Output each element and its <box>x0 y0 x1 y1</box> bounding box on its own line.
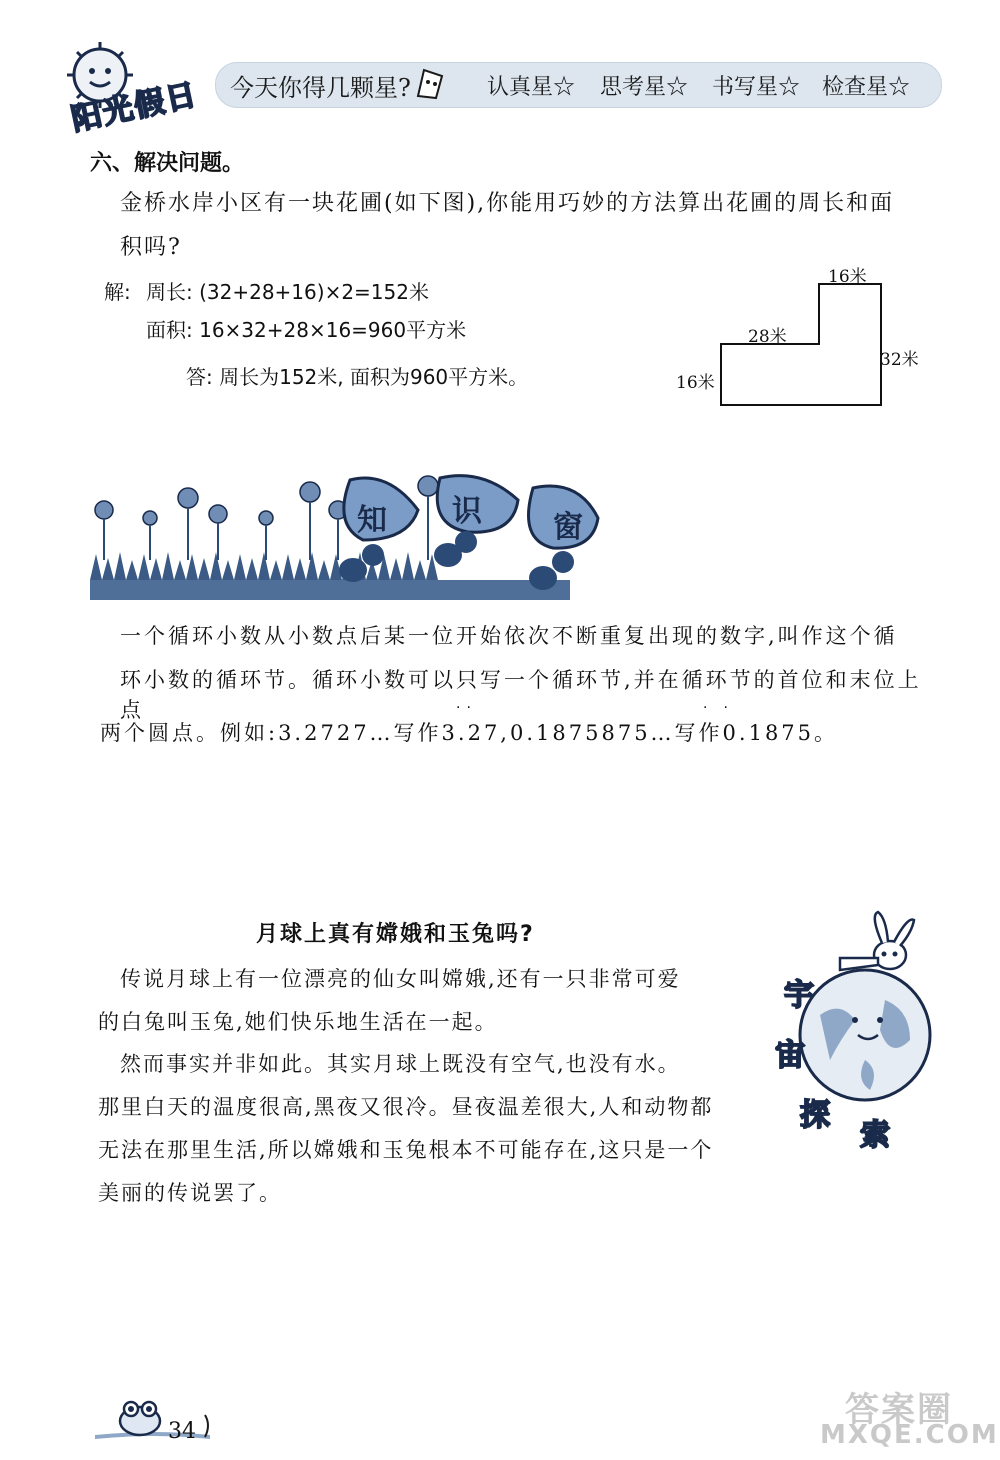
story-paragraph-1 <box>98 958 760 1044</box>
logo-text: 阳光假日 <box>68 76 201 138</box>
knowledge-line-2: 环小数的循环节。循环小数可以只写一个循环节,并在循环节的首位和末位上点 <box>120 668 922 722</box>
pencil-face-icon <box>412 62 448 102</box>
middle-width-label: 28米 <box>748 327 787 347</box>
solution-area: 面积: 16×32+28×16=960平方米 <box>146 318 467 342</box>
story-line-4: 那里白天的温度很高,黑夜又很冷。昼夜温差很大,人和动物都 <box>98 1095 714 1119</box>
badge-char-zhou: 宙 <box>775 1038 805 1073</box>
star-label-3: 书写星☆ <box>712 75 801 100</box>
problem-line-1: 金桥水岸小区有一块花圃(如下图),你能用巧妙的方法算出花圃的周长和面 <box>120 191 895 216</box>
top-width-label: 16米 <box>828 267 867 287</box>
solution-answer: 答: 周长为152米, 面积为960平方米。 <box>186 365 529 389</box>
story-line-5: 无法在那里生活,所以嫦娥和玉兔根本不可能存在,这只是一个 <box>98 1138 714 1162</box>
badge-char-suo: 索 <box>860 1118 890 1153</box>
watermark-url: MXQE.COM <box>820 1420 999 1450</box>
banner-char-chuang: 窗 <box>553 510 583 545</box>
star-label-1: 认真星☆ <box>487 75 576 100</box>
problem-text <box>120 182 940 270</box>
garden-shape-diagram <box>715 282 885 407</box>
section-title: 六、解决问题。 <box>90 151 245 176</box>
banner-char-zhi: 知 <box>357 503 387 538</box>
solution-prefix: 解: <box>104 280 131 304</box>
left-height-label: 16米 <box>676 373 715 393</box>
frog-footer-icon <box>95 1395 215 1445</box>
badge-char-tan: 探 <box>800 1098 830 1133</box>
solution-perimeter: 周长: (32+28+16)×2=152米 <box>146 280 429 304</box>
knowledge-line-1: 一个循环小数从小数点后某一位开始依次不断重复出现的数字,叫作这个循 <box>120 624 898 648</box>
badge-char-yu: 宇 <box>784 978 814 1013</box>
knowledge-line-3: 两个圆点。例如:3.2727…写作3.27,0.1875875…写作0.1875。 <box>100 721 839 745</box>
watermark-logo: 答案圈 <box>845 1390 953 1430</box>
story-line-1: 传说月球上有一位漂亮的仙女叫嫦娥,还有一只非常可爱 <box>120 967 681 991</box>
star-label-4: 检查星☆ <box>822 75 911 100</box>
repeat-dots-2: ·· <box>703 700 744 716</box>
story-paragraph-2 <box>98 1043 760 1215</box>
page-number: 34 <box>168 1419 196 1444</box>
story-line-2: 的白兔叫玉兔,她们快乐地生活在一起。 <box>98 1010 498 1034</box>
story-line-3: 然而事实并非如此。其实月球上既没有空气,也没有水。 <box>120 1052 681 1076</box>
problem-line-2: 积吗? <box>120 235 182 260</box>
story-line-6: 美丽的传说罢了。 <box>98 1181 282 1205</box>
star-label-2: 思考星☆ <box>600 75 689 100</box>
right-height-label: 32米 <box>880 350 919 370</box>
banner-char-shi: 识 <box>452 494 482 529</box>
header-question: 今天你得几颗星? <box>230 74 411 102</box>
repeat-dots-1: ·· <box>456 700 477 716</box>
story-title: 月球上真有嫦娥和玉兔吗? <box>256 922 535 947</box>
